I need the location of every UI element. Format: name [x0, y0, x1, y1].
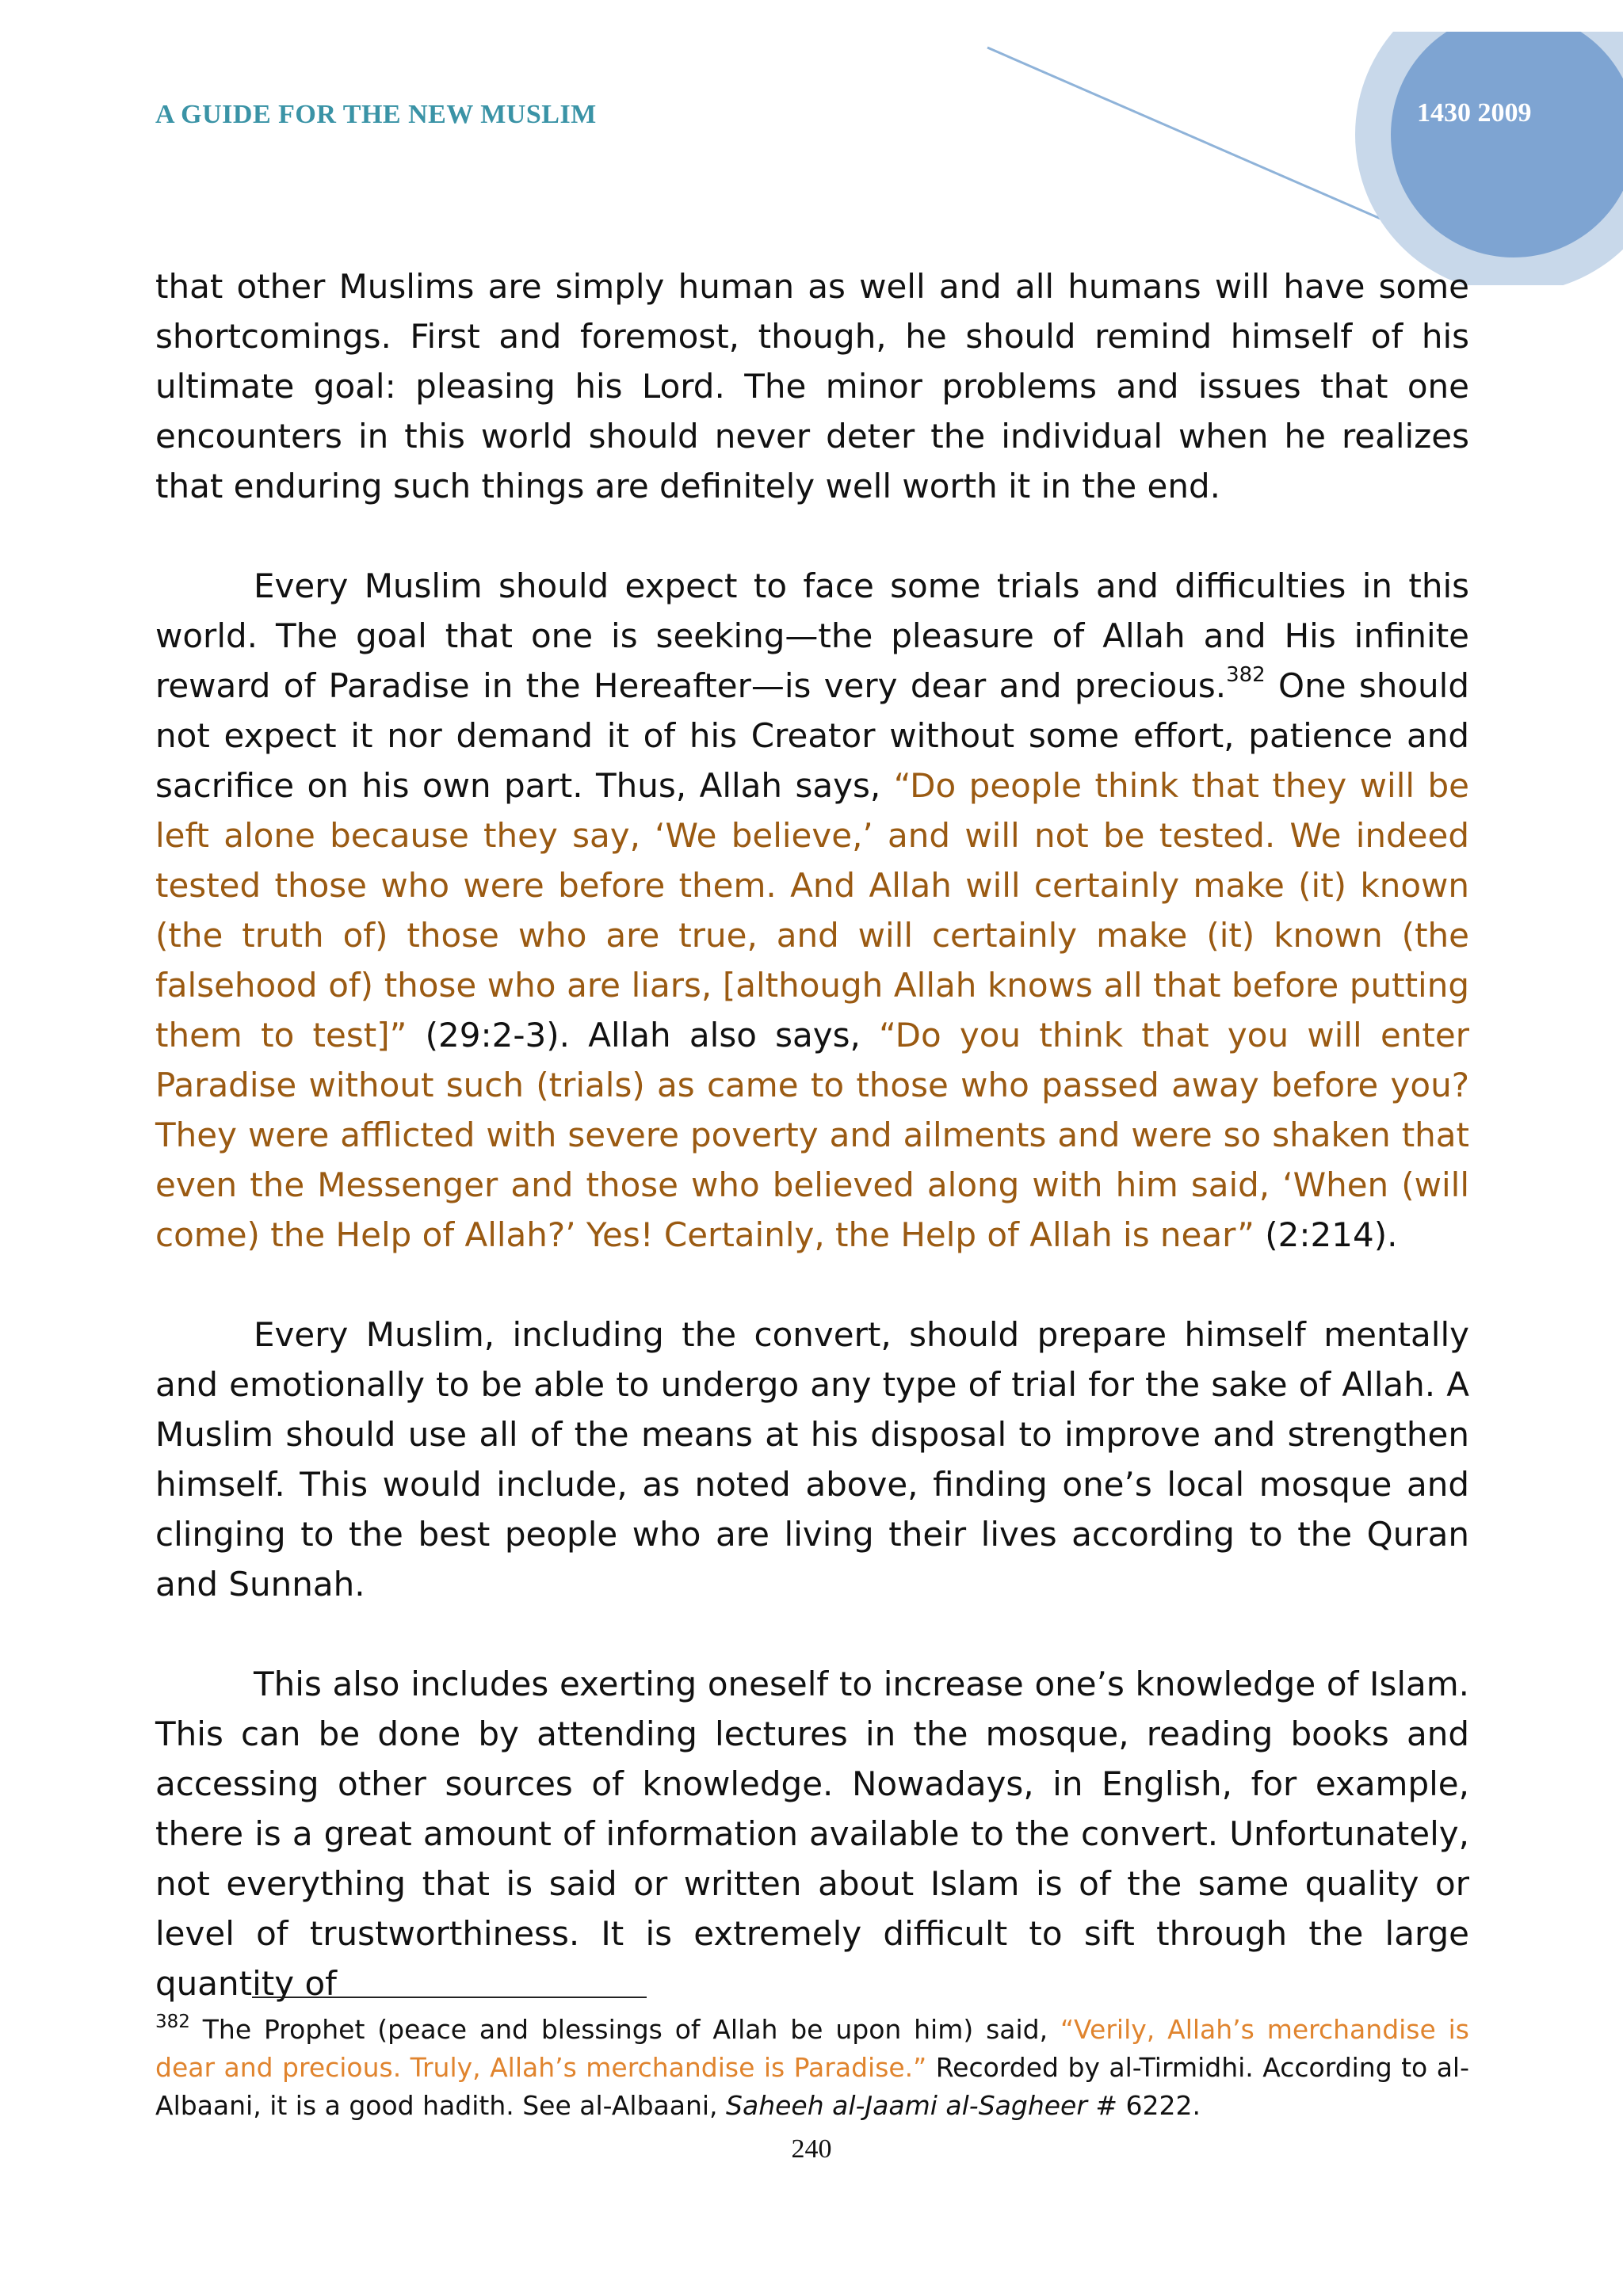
paragraph-2-part-d: (2:214). — [1254, 1215, 1398, 1254]
footnote-hadith-quote: “Verily, Allah’s merchandise is dear and precious. Truly, Allah’s merchandise is Paradise.” — [155, 2014, 1470, 2083]
footnote-part-a: The Prophet (peace and blessings of Allah be upon him) said, — [189, 2014, 1060, 2045]
page-number: 240 — [791, 2134, 832, 2164]
footnote-separator — [252, 1997, 647, 1998]
footnote-book-title: Saheeh al-Jaami al-Sagheer — [726, 2090, 1087, 2121]
body-text — [155, 261, 1469, 2058]
footnote-number: 382 — [155, 2012, 190, 2032]
paragraph-4: This also includes exerting oneself to increase one’s knowledge of Islam. This can be done by attending lectures in the mosque, reading books and accessing other sources of knowledge. Nowadays, in English, for example, there is a great amount of information available to the convert. Unfortunately, not everything that is said or written about Islam is of the same quality or level of trustworthiness. It is extremely difficult to sift through the large quantity of — [155, 1665, 1469, 2003]
paragraph-2-part-a: Every Muslim should expect to face some trials and difficulties in this world. The goal that one is seeking—the pleasure of Allah and His infinite reward of Paradise in the Hereafter—is very dear and precious. — [155, 566, 1469, 705]
running-header-title: A GUIDE FOR THE NEW MUSLIM — [155, 100, 597, 129]
footnote-part-c: # 6222. — [1086, 2090, 1201, 2121]
paragraph-2 — [155, 561, 1469, 1260]
paragraph-3: Every Muslim, including the convert, should prepare himself mentally and emotionally to be able to undergo any type of trial for the sake of Allah. A Muslim should use all of the means at his disposal to improve and strengthen himself. This would include, as noted above, finding one’s local mosque and clinging to the best people who are living their lives according to the Quran and Sunnah. — [155, 1315, 1469, 1604]
header-decoration — [951, 32, 1623, 285]
quran-quote-2-214: “Do you think that you will enter Paradise without such (trials) as came to those who passed away before you? They were afflicted with severe poverty and ailments and were so shaken that even the Messenger and those who believed along with him said, ‘When (will come) the Help of Allah?’ Yes! Certainly, the Help of Allah is near” — [155, 1016, 1470, 1254]
paragraph-2-part-c: (29:2-3). Allah also says, — [407, 1016, 880, 1055]
running-header-year: 1430 2009 — [1417, 98, 1532, 128]
quran-quote-29-2-3: “Do people think that they will be left alone because they say, ‘We believe,’ and will not be tested. We indeed tested those who were before them. And Allah will certainly make (it) known (the truth of) those who are true, and will certainly make (it) known (the falsehood of) those who are liars, [although Allah knows all that before putting them to test]” — [155, 766, 1469, 1055]
footnote-382 — [155, 2011, 1469, 2125]
footnote-reference-382[interactable]: 382 — [1226, 663, 1266, 687]
paragraph-1: that other Muslims are simply human as well and all humans will have some shortcomings. First and foremost, though, he should remind himself of his ultimate goal: pleasing his Lord. The minor problems and issues that one encounters in this world should never deter the individual when he realizes that enduring such things are definitely well worth it in the end. — [155, 267, 1469, 505]
paragraph-2-part-b: One should not expect it nor demand it of his Creator without some effort, patience and sacrifice on his own part. Thus, Allah says, — [155, 666, 1469, 805]
footnote-part-b: Recorded by al-Tirmidhi. According to al-Albaani, it is a good hadith. See al-Albaani, — [155, 2052, 1469, 2121]
